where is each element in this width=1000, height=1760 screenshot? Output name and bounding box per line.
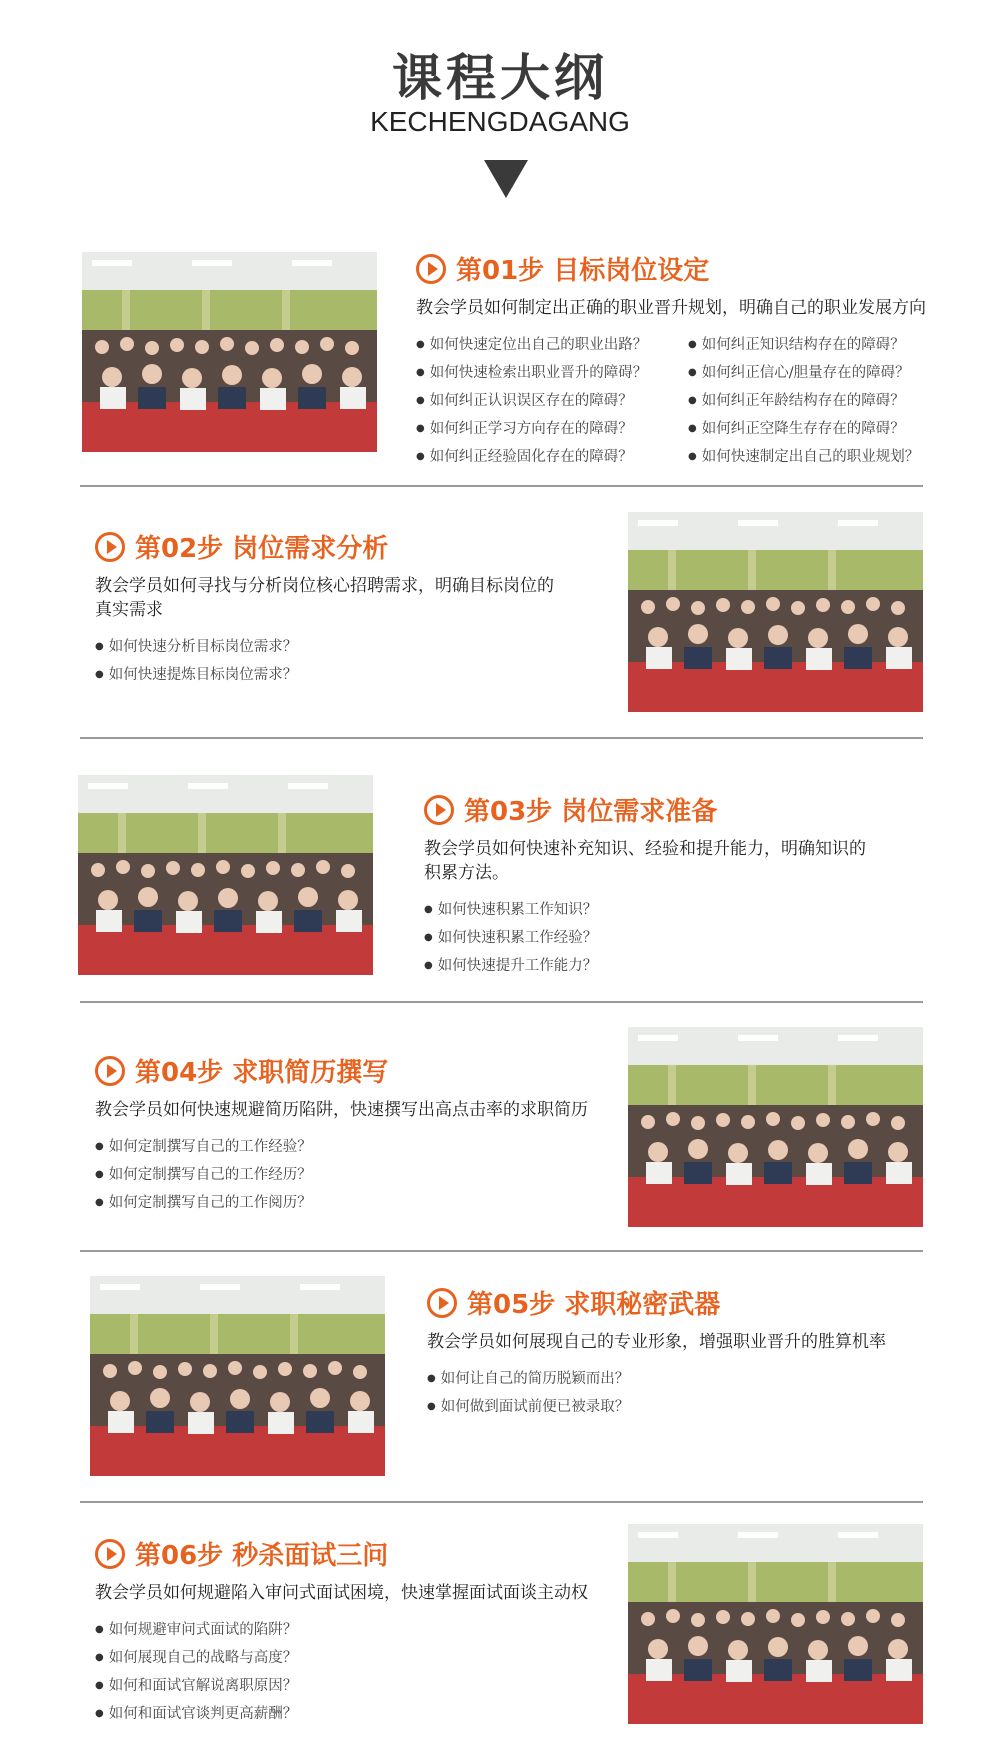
play-circle-icon: [427, 1288, 457, 1318]
step-3-title: [424, 793, 924, 827]
list-item: ● 如何快速制定出自己的职业规划？: [688, 444, 960, 472]
page-subtitle: KECHENGDAGANG: [370, 106, 630, 137]
step-2-bullets: [95, 634, 595, 690]
step-1-bullets: [416, 332, 976, 472]
step-6-bullets: [95, 1617, 635, 1729]
list-item: ● 如何纠正知识结构存在的障碍？: [688, 332, 960, 360]
classroom-photo-6: [628, 1524, 923, 1724]
list-item: ● 如何纠正信心/胆量存在的障碍？: [688, 360, 960, 388]
list-item: ● 如何展现自己的战略与高度？: [95, 1645, 635, 1673]
step-1: [416, 252, 976, 472]
list-item: ● 如何定制撰写自己的工作经验？: [95, 1134, 635, 1162]
step-3-title-text: 第03步 岗位需求准备: [464, 797, 718, 827]
step-1-title-text: 第01步 目标岗位设定: [456, 256, 710, 286]
step-2-description: [95, 574, 595, 622]
step-5-bullets: [427, 1366, 927, 1422]
list-item: ● 如何做到面试前便已被录取？: [427, 1394, 927, 1422]
list-item: ● 如何和面试官解说离职原因？: [95, 1673, 635, 1701]
classroom-photo-2: [628, 512, 923, 712]
step-5: [427, 1286, 927, 1422]
list-item: ● 如何快速积累工作经验？: [424, 925, 924, 953]
divider: [80, 485, 923, 487]
list-item: ● 如何快速定位出自己的职业出路？: [416, 332, 688, 360]
divider: [80, 1501, 923, 1503]
step-6-title: [95, 1537, 635, 1571]
page-header: [0, 0, 1000, 210]
step-3-bullets: [424, 897, 924, 981]
divider: [80, 737, 923, 739]
play-circle-icon: [95, 532, 125, 562]
step-2-description-line-2: 真实需求: [95, 600, 163, 620]
classroom-photo-4: [628, 1027, 923, 1227]
list-item: ● 如何规避审问式面试的陷阱？: [95, 1617, 635, 1645]
down-triangle-icon: [484, 160, 528, 198]
step-4-bullets: [95, 1134, 635, 1218]
list-item: ● 如何纠正学习方向存在的障碍？: [416, 416, 688, 444]
classroom-photo-1: [82, 252, 377, 452]
step-4-title-text: 第04步 求职简历撰写: [135, 1058, 389, 1088]
list-item: ● 如何让自己的简历脱颖而出？: [427, 1366, 927, 1394]
step-2-title-text: 第02步 岗位需求分析: [135, 534, 389, 564]
play-circle-icon: [95, 1539, 125, 1569]
play-circle-icon: [95, 1056, 125, 1086]
step-6-title-text: 第06步 秒杀面试三问: [135, 1541, 389, 1571]
play-circle-icon: [424, 795, 454, 825]
step-1-title: [416, 252, 976, 286]
classroom-photo-5: [90, 1276, 385, 1476]
list-item: ● 如何快速检索出职业晋升的障碍？: [416, 360, 688, 388]
play-circle-icon: [416, 254, 446, 284]
step-5-title: [427, 1286, 927, 1320]
step-2-description-line-1: 教会学员如何寻找与分析岗位核心招聘需求，明确目标岗位的: [95, 576, 554, 596]
step-1-description: 教会学员如何制定出正确的职业晋升规划，明确自己的职业发展方向: [416, 298, 926, 318]
step-3-description: [424, 837, 924, 885]
step-3-description-line-2: 积累方法。: [424, 863, 509, 883]
list-item: ● 如何纠正经验固化存在的障碍？: [416, 444, 688, 472]
step-3-description-line-1: 教会学员如何快速补充知识、经验和提升能力，明确知识的: [424, 839, 866, 859]
list-item: ● 如何纠正年龄结构存在的障碍？: [688, 388, 960, 416]
step-2: [95, 530, 595, 690]
divider: [80, 1250, 923, 1252]
list-item: ● 如何快速分析目标岗位需求？: [95, 634, 595, 662]
step-2-title: [95, 530, 595, 564]
list-item: ● 如何纠正空降生存存在的障碍？: [688, 416, 960, 444]
list-item: ● 如何快速提升工作能力？: [424, 953, 924, 981]
divider: [80, 1001, 923, 1003]
step-4-title: [95, 1054, 635, 1088]
list-item: ● 如何快速提炼目标岗位需求？: [95, 662, 595, 690]
list-item: ● 如何纠正认识误区存在的障碍？: [416, 388, 688, 416]
list-item: ● 如何定制撰写自己的工作经历？: [95, 1162, 635, 1190]
page-title: 课程大纲: [392, 49, 608, 107]
list-item: ● 如何和面试官谈判更高薪酬？: [95, 1701, 635, 1729]
step-5-description: 教会学员如何展现自己的专业形象，增强职业晋升的胜算机率: [427, 1332, 886, 1352]
step-5-title-text: 第05步 求职秘密武器: [467, 1290, 721, 1320]
step-6-description: 教会学员如何规避陷入审问式面试困境，快速掌握面试面谈主动权: [95, 1583, 588, 1603]
step-3: [424, 793, 924, 981]
step-4-description: 教会学员如何快速规避简历陷阱，快速撰写出高点击率的求职简历: [95, 1100, 588, 1120]
classroom-photo-3: [78, 775, 373, 975]
list-item: ● 如何快速积累工作知识？: [424, 897, 924, 925]
list-item: ● 如何定制撰写自己的工作阅历？: [95, 1190, 635, 1218]
step-4: [95, 1054, 635, 1218]
step-6: [95, 1537, 635, 1729]
